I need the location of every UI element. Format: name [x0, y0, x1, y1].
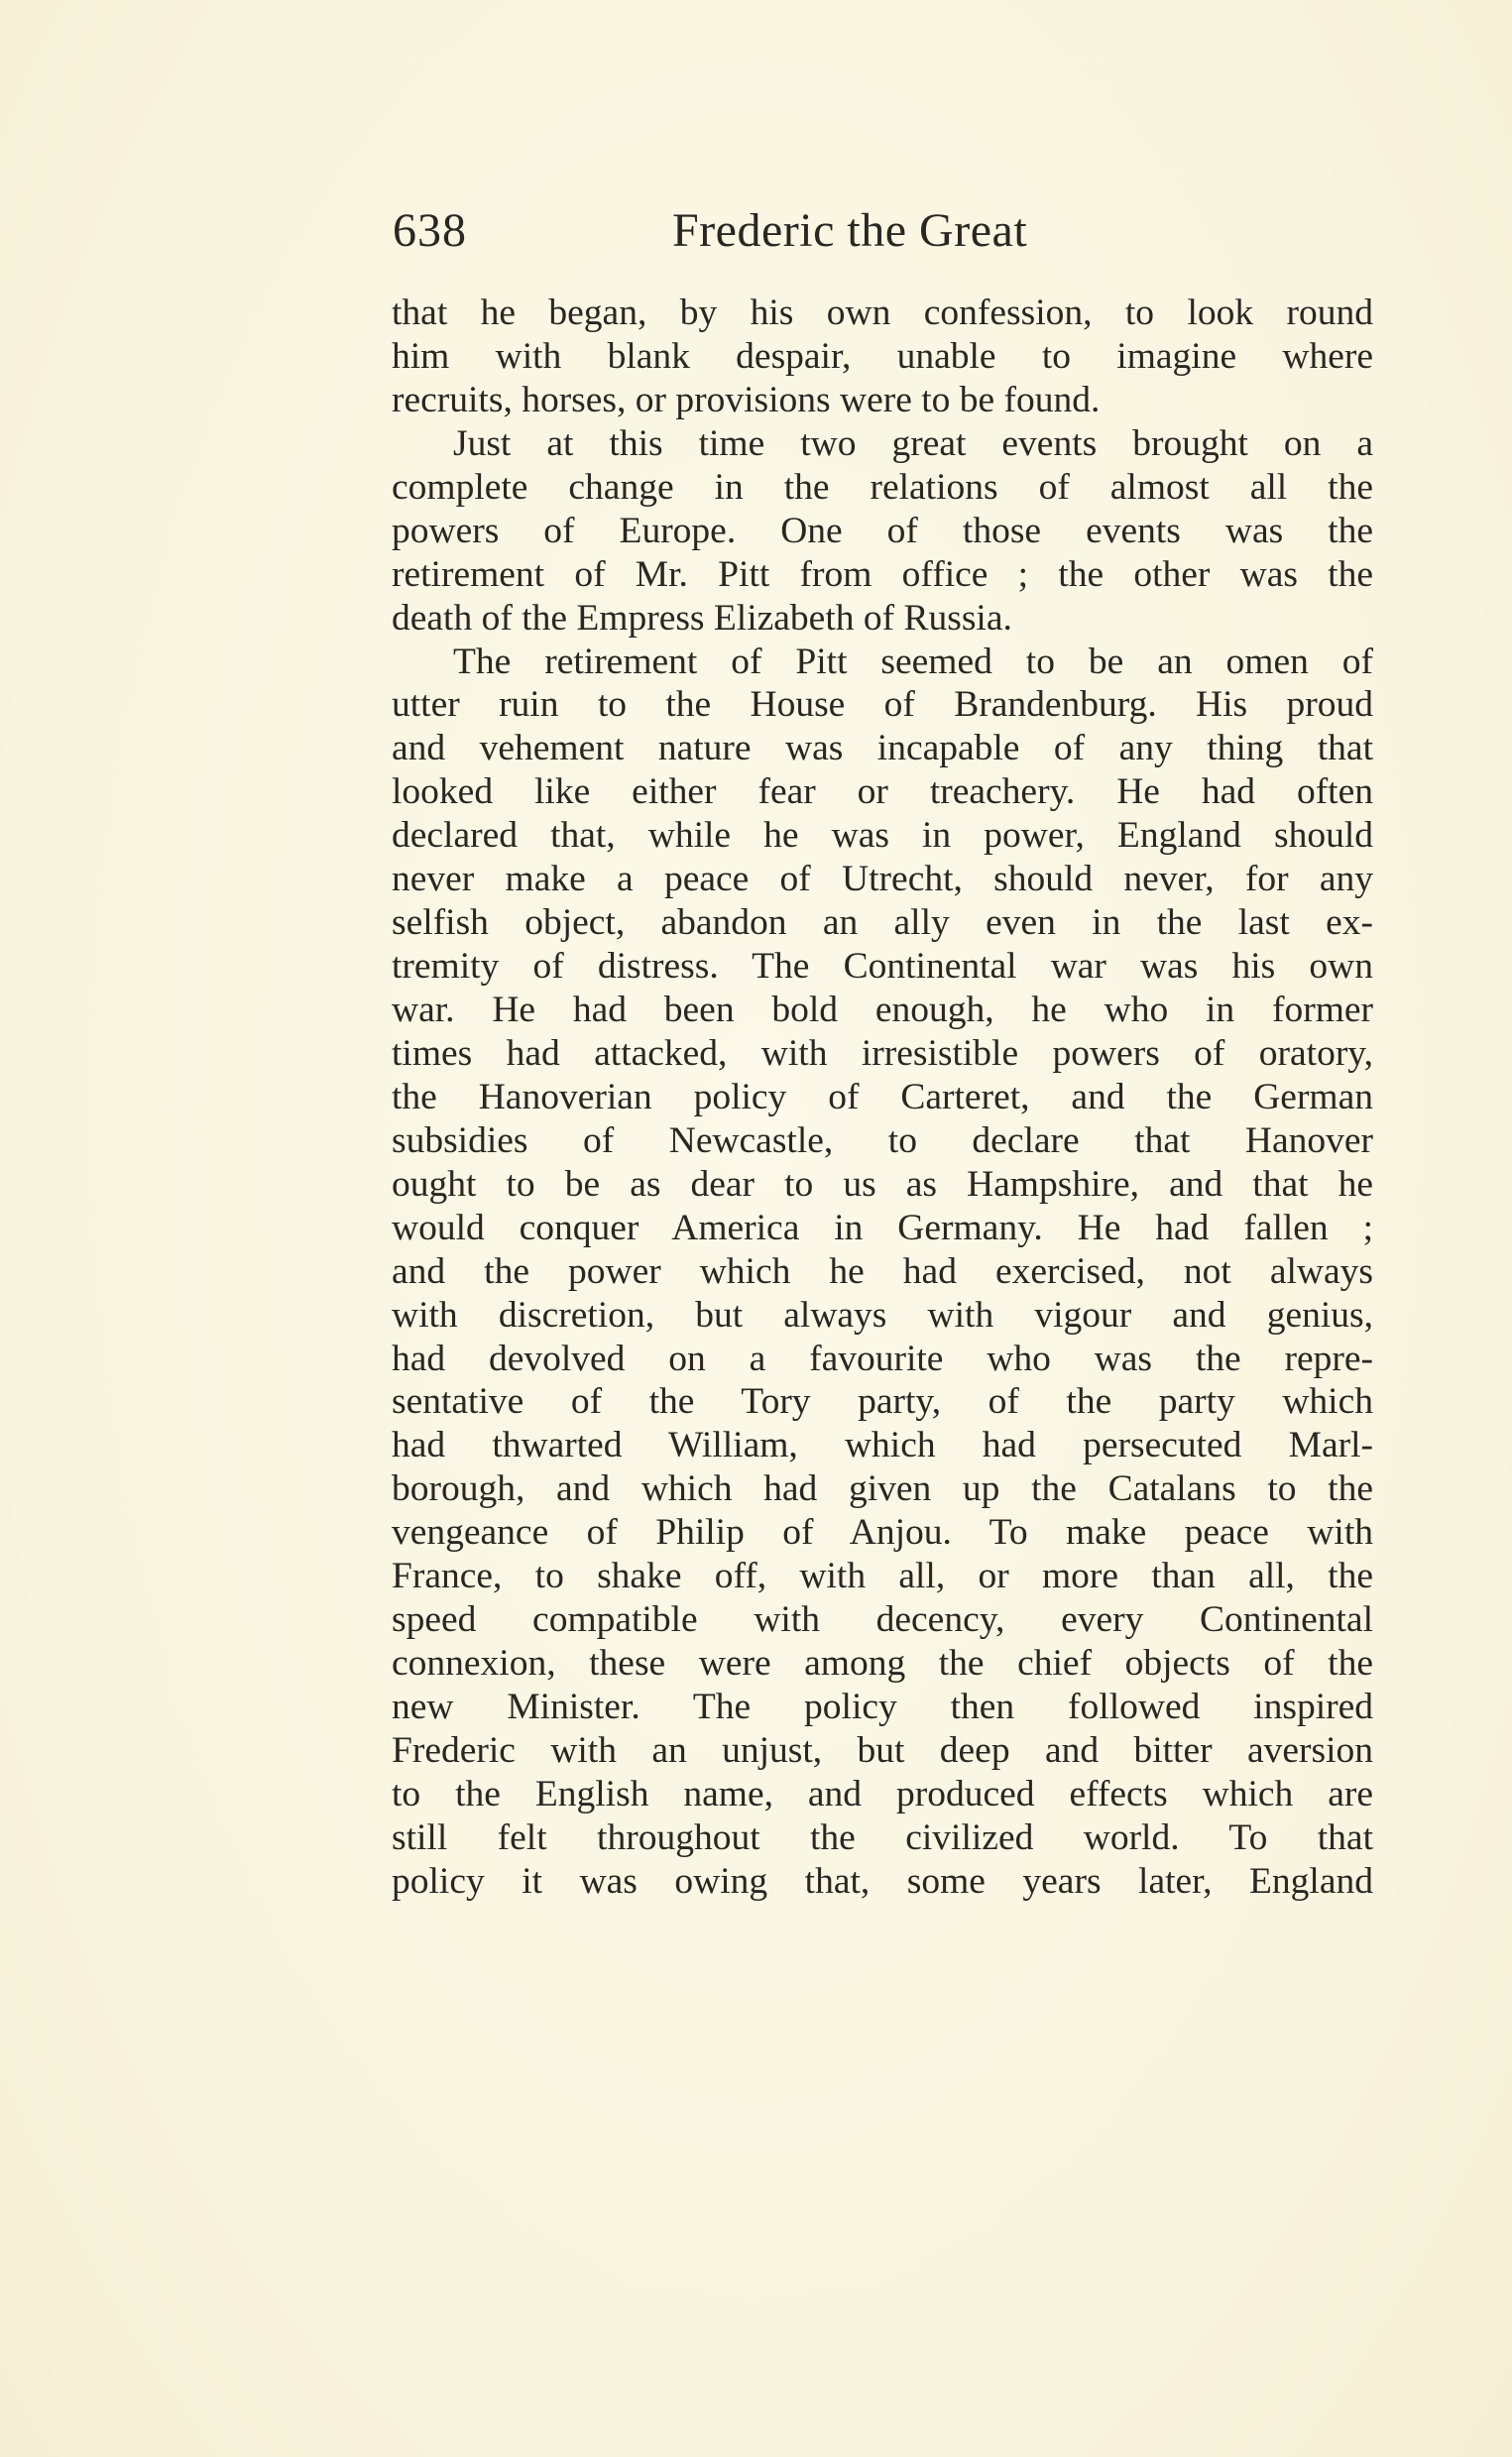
text-line: borough, and which had given up the Catalans to the	[392, 1468, 1373, 1510]
text-line: never make a peace of Utrecht, should never, for any	[392, 859, 1373, 900]
text-line: ought to be as dear to us as Hampshire, and that he	[392, 1163, 1373, 1205]
text-line: had thwarted William, which had persecuted Marl-	[392, 1425, 1373, 1466]
running-title: Frederic the Great	[672, 204, 1028, 257]
text-line: utter ruin to the House of Brandenburg. His proud	[392, 684, 1373, 726]
text-line: that he began, by his own confession, to look round	[392, 292, 1373, 333]
text-line: had devolved on a favourite who was the repre-	[392, 1338, 1373, 1379]
text-line: times had attacked, with irresistible powers of oratory,	[392, 1032, 1373, 1074]
text-line: him with blank despair, unable to imagine where	[392, 335, 1373, 377]
text-line: and the power which he had exercised, not always	[392, 1250, 1373, 1292]
text-line: declared that, while he was in power, England should	[392, 815, 1373, 857]
text-line: would conquer America in Germany. He had fallen ;	[392, 1207, 1373, 1248]
text-line: the Hanoverian policy of Carteret, and the German	[392, 1076, 1373, 1117]
page-number: 638	[393, 204, 467, 257]
text-line: to the English name, and produced effects which are	[392, 1773, 1373, 1814]
text-line: France, to shake off, with all, or more than all, the	[392, 1556, 1373, 1597]
text-line: policy it was owing that, some years later, England	[392, 1860, 1373, 1902]
text-line: sentative of the Tory party, of the party which	[392, 1381, 1373, 1423]
text-line: war. He had been bold enough, he who in former	[392, 990, 1373, 1030]
text-line: Frederic with an unjust, but deep and bitter aversion	[392, 1729, 1373, 1771]
text-line: and vehement nature was incapable of any thing that	[392, 728, 1373, 769]
text-line: Just at this time two great events brought on a	[453, 422, 1373, 464]
text-line: The retirement of Pitt seemed to be an omen of	[453, 641, 1373, 682]
text-line: retirement of Mr. Pitt from office ; the other was the	[392, 553, 1373, 595]
text-line: with discretion, but always with vigour and genius,	[392, 1294, 1373, 1336]
text-line: selfish object, abandon an ally even in the last ex-	[392, 902, 1373, 944]
text-line: still felt throughout the civilized world. To that	[392, 1816, 1373, 1858]
text-line: new Minister. The policy then followed inspired	[392, 1687, 1373, 1727]
running-header	[393, 203, 1087, 273]
text-line: connexion, these were among the chief objects of the	[392, 1643, 1373, 1685]
text-line: speed compatible with decency, every Continental	[392, 1599, 1373, 1641]
text-line: tremity of distress. The Continental war was his own	[392, 946, 1373, 988]
text-line: looked like either fear or treachery. He had often	[392, 771, 1373, 813]
text-line: complete change in the relations of almost all the	[392, 466, 1373, 508]
text-line: recruits, horses, or provisions were to be found.	[392, 379, 1101, 420]
text-line: death of the Empress Elizabeth of Russia.	[392, 597, 1012, 639]
text-line: powers of Europe. One of those events was the	[392, 510, 1373, 551]
text-line: subsidies of Newcastle, to declare that Hanover	[392, 1119, 1373, 1161]
body-text	[392, 292, 1373, 1904]
text-line: vengeance of Philip of Anjou. To make peace with	[392, 1512, 1373, 1554]
